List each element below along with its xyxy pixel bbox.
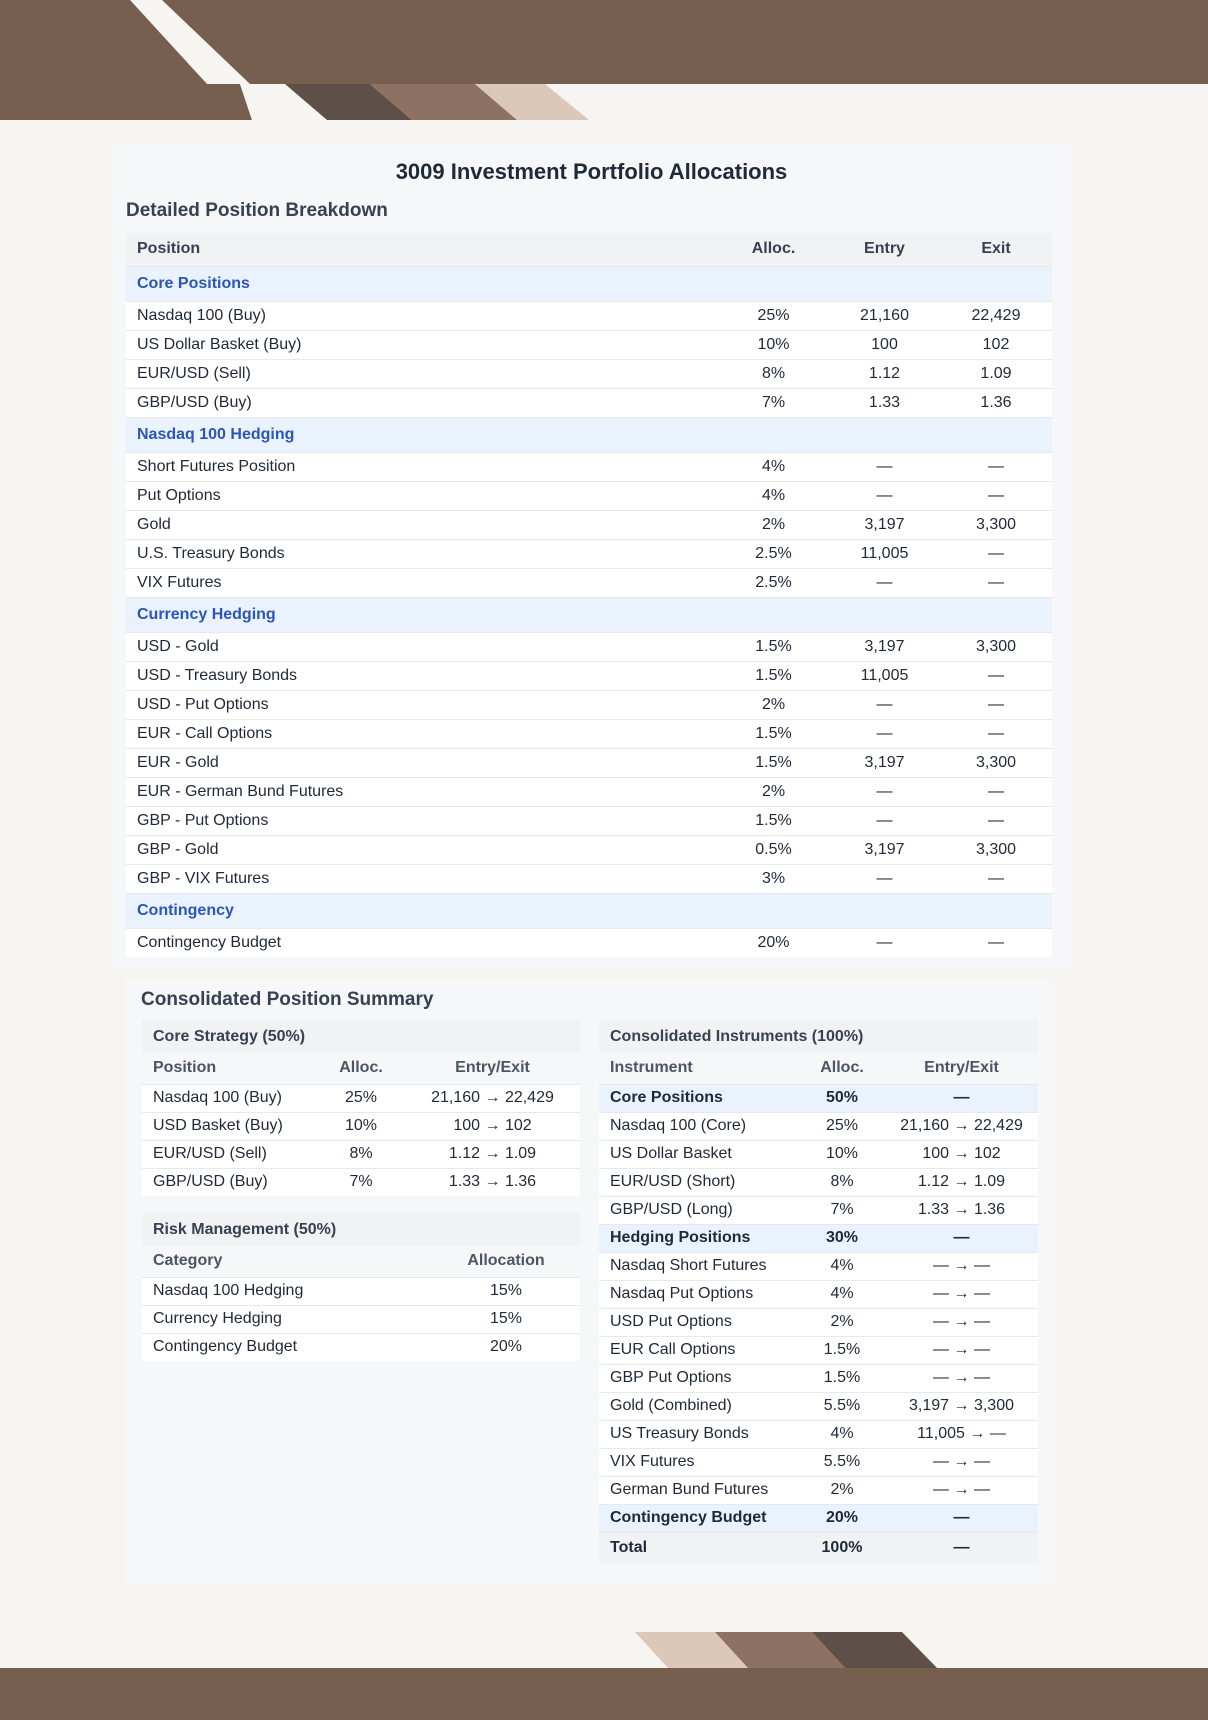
alloc-cell: 1.5%: [718, 748, 829, 777]
alloc-cell: 4%: [799, 1280, 885, 1308]
table-row: [142, 1277, 580, 1305]
entry-exit-cell: 1.12 → 1.09: [405, 1140, 580, 1168]
consolidated-instruments-table: [599, 1020, 1038, 1563]
position-cell: EUR - Call Options: [126, 719, 718, 748]
alloc-cell: 7%: [799, 1196, 885, 1224]
alloc-cell: 10%: [718, 330, 829, 359]
table-row: [599, 1280, 1038, 1308]
entry-exit-cell: 3,197 → 3,300: [885, 1392, 1038, 1420]
consolidated-summary-panel: [126, 980, 1054, 1584]
entry-exit-cell: —: [885, 1084, 1038, 1112]
entry-exit-cell: 11,005 → —: [885, 1420, 1038, 1448]
alloc-cell: 25%: [799, 1112, 885, 1140]
entry-cell: 100: [829, 330, 940, 359]
table-row: [142, 1168, 580, 1196]
table-row: [126, 388, 1052, 417]
alloc-cell: 8%: [718, 359, 829, 388]
entry-exit-cell: 1.33 → 1.36: [405, 1168, 580, 1196]
instrument-cell: Core Positions: [599, 1084, 799, 1112]
table-row: [126, 661, 1052, 690]
alloc-cell: 4%: [799, 1420, 885, 1448]
table-row: [126, 777, 1052, 806]
table-row: [599, 1112, 1038, 1140]
alloc-cell: 5.5%: [799, 1448, 885, 1476]
exit-cell: —: [940, 452, 1052, 481]
entry-exit-cell: 100 → 102: [885, 1140, 1038, 1168]
instrument-cell: Total: [599, 1532, 799, 1563]
position-cell: Nasdaq 100 (Buy): [126, 301, 718, 330]
table-row: [126, 539, 1052, 568]
table-row: [126, 301, 1052, 330]
alloc-cell: 2.5%: [718, 568, 829, 597]
core-strategy-table: [142, 1020, 580, 1196]
column-header-entry: Entry: [829, 233, 940, 266]
entry-cell: 3,197: [829, 632, 940, 661]
alloc-cell: 10%: [799, 1140, 885, 1168]
table-row: [126, 330, 1052, 359]
consolidated-summary-heading: Consolidated Position Summary: [141, 989, 434, 1010]
position-cell: USD - Gold: [126, 632, 718, 661]
column-header-exit: Exit: [940, 233, 1052, 266]
entry-cell: —: [829, 481, 940, 510]
position-cell: EUR - Gold: [126, 748, 718, 777]
position-cell: US Dollar Basket (Buy): [126, 330, 718, 359]
position-cell: EUR/USD (Sell): [126, 359, 718, 388]
position-cell: Put Options: [126, 481, 718, 510]
alloc-cell: 50%: [799, 1084, 885, 1112]
table-row: [126, 806, 1052, 835]
table-row: [599, 1168, 1038, 1196]
table-row: [126, 568, 1052, 597]
group-label: Core Positions: [126, 266, 1052, 301]
group-label: Nasdaq 100 Hedging: [126, 417, 1052, 452]
table-row: [599, 1420, 1038, 1448]
group-header-row: [126, 893, 1052, 928]
table-row: [126, 510, 1052, 539]
entry-cell: 1.12: [829, 359, 940, 388]
entry-exit-cell: — → —: [885, 1308, 1038, 1336]
table-row: [126, 748, 1052, 777]
position-cell: Gold: [126, 510, 718, 539]
entry-exit-cell: 21,160 → 22,429: [405, 1084, 580, 1112]
alloc-cell: 4%: [799, 1252, 885, 1280]
column-header-alloc: Alloc.: [718, 233, 829, 266]
entry-cell: 3,197: [829, 510, 940, 539]
table-row: [599, 1196, 1038, 1224]
entry-exit-cell: —: [885, 1532, 1038, 1563]
exit-cell: 3,300: [940, 748, 1052, 777]
entry-exit-cell: 100 → 102: [405, 1112, 580, 1140]
exit-cell: 3,300: [940, 835, 1052, 864]
allocation-cell: 15%: [432, 1305, 580, 1333]
entry-exit-cell: — → —: [885, 1476, 1038, 1504]
alloc-cell: 10%: [317, 1112, 405, 1140]
alloc-cell: 4%: [718, 481, 829, 510]
exit-cell: 1.36: [940, 388, 1052, 417]
group-label: Contingency: [126, 893, 1052, 928]
table-row: [142, 1112, 580, 1140]
exit-cell: —: [940, 690, 1052, 719]
alloc-cell: 8%: [799, 1168, 885, 1196]
alloc-cell: 1.5%: [799, 1336, 885, 1364]
group-header-row: [126, 417, 1052, 452]
position-cell: Contingency Budget: [126, 928, 718, 957]
position-cell: EUR/USD (Sell): [142, 1140, 317, 1168]
entry-exit-cell: 21,160 → 22,429: [885, 1112, 1038, 1140]
entry-exit-cell: —: [885, 1224, 1038, 1252]
alloc-cell: 25%: [317, 1084, 405, 1112]
detailed-breakdown-panel: [112, 143, 1071, 968]
alloc-cell: 25%: [718, 301, 829, 330]
instrument-cell: EUR/USD (Short): [599, 1168, 799, 1196]
exit-cell: —: [940, 864, 1052, 893]
position-cell: U.S. Treasury Bonds: [126, 539, 718, 568]
entry-exit-cell: — → —: [885, 1364, 1038, 1392]
position-cell: GBP/USD (Buy): [126, 388, 718, 417]
position-cell: Nasdaq 100 (Buy): [142, 1084, 317, 1112]
instrument-cell: Gold (Combined): [599, 1392, 799, 1420]
exit-cell: —: [940, 777, 1052, 806]
risk-management-table: [142, 1213, 580, 1361]
allocation-cell: 15%: [432, 1277, 580, 1305]
entry-cell: 11,005: [829, 661, 940, 690]
category-cell: Currency Hedging: [142, 1305, 432, 1333]
entry-cell: —: [829, 452, 940, 481]
table-row: [126, 452, 1052, 481]
entry-exit-cell: 1.33 → 1.36: [885, 1196, 1038, 1224]
entry-exit-cell: — → —: [885, 1280, 1038, 1308]
instrument-cell: US Treasury Bonds: [599, 1420, 799, 1448]
alloc-cell: 1.5%: [718, 661, 829, 690]
position-cell: USD - Put Options: [126, 690, 718, 719]
entry-exit-cell: — → —: [885, 1448, 1038, 1476]
column-header-alloc: Alloc.: [799, 1053, 885, 1084]
instrument-cell: Contingency Budget: [599, 1504, 799, 1532]
instrument-cell: Nasdaq Put Options: [599, 1280, 799, 1308]
alloc-cell: 4%: [718, 452, 829, 481]
alloc-cell: 1.5%: [799, 1364, 885, 1392]
entry-cell: 1.33: [829, 388, 940, 417]
detailed-position-table: [126, 233, 1052, 957]
alloc-cell: 7%: [317, 1168, 405, 1196]
group-header-row: [126, 597, 1052, 632]
risk-management-caption: Risk Management (50%): [142, 1213, 580, 1246]
position-cell: GBP/USD (Buy): [142, 1168, 317, 1196]
alloc-cell: 2%: [799, 1308, 885, 1336]
alloc-cell: 2.5%: [718, 539, 829, 568]
position-cell: EUR - German Bund Futures: [126, 777, 718, 806]
table-row: [599, 1336, 1038, 1364]
instrument-cell: US Dollar Basket: [599, 1140, 799, 1168]
page-title: 3009 Investment Portfolio Allocations: [395, 159, 788, 184]
position-cell: GBP - VIX Futures: [126, 864, 718, 893]
alloc-cell: 3%: [718, 864, 829, 893]
entry-exit-cell: — → —: [885, 1252, 1038, 1280]
exit-cell: —: [940, 481, 1052, 510]
exit-cell: 1.09: [940, 359, 1052, 388]
subtotal-row: [599, 1224, 1038, 1252]
entry-cell: —: [829, 806, 940, 835]
position-cell: Short Futures Position: [126, 452, 718, 481]
table-row: [126, 928, 1052, 957]
group-label: Currency Hedging: [126, 597, 1052, 632]
alloc-cell: 1.5%: [718, 632, 829, 661]
position-cell: GBP - Gold: [126, 835, 718, 864]
exit-cell: 102: [940, 330, 1052, 359]
entry-cell: 11,005: [829, 539, 940, 568]
column-header-entry-exit: Entry/Exit: [405, 1053, 580, 1084]
table-row: [126, 632, 1052, 661]
alloc-cell: 30%: [799, 1224, 885, 1252]
instrument-cell: Nasdaq Short Futures: [599, 1252, 799, 1280]
exit-cell: —: [940, 806, 1052, 835]
exit-cell: 3,300: [940, 510, 1052, 539]
exit-cell: —: [940, 928, 1052, 957]
alloc-cell: 5.5%: [799, 1392, 885, 1420]
category-cell: Nasdaq 100 Hedging: [142, 1277, 432, 1305]
entry-cell: —: [829, 928, 940, 957]
instrument-cell: EUR Call Options: [599, 1336, 799, 1364]
position-cell: GBP - Put Options: [126, 806, 718, 835]
position-cell: USD - Treasury Bonds: [126, 661, 718, 690]
entry-exit-cell: —: [885, 1504, 1038, 1532]
category-cell: Contingency Budget: [142, 1333, 432, 1361]
entry-cell: 3,197: [829, 835, 940, 864]
exit-cell: —: [940, 661, 1052, 690]
column-header-position: Position: [142, 1053, 317, 1084]
entry-cell: —: [829, 864, 940, 893]
alloc-cell: 20%: [718, 928, 829, 957]
table-row: [142, 1084, 580, 1112]
total-row: [599, 1532, 1038, 1563]
table-row: [126, 835, 1052, 864]
entry-exit-cell: — → —: [885, 1336, 1038, 1364]
instrument-cell: USD Put Options: [599, 1308, 799, 1336]
entry-cell: —: [829, 690, 940, 719]
entry-cell: —: [829, 568, 940, 597]
alloc-cell: 7%: [718, 388, 829, 417]
consolidated-instruments-caption: Consolidated Instruments (100%): [599, 1020, 1038, 1053]
entry-cell: 21,160: [829, 301, 940, 330]
instrument-cell: VIX Futures: [599, 1448, 799, 1476]
instrument-cell: GBP/USD (Long): [599, 1196, 799, 1224]
table-row: [599, 1392, 1038, 1420]
table-row: [126, 481, 1052, 510]
alloc-cell: 8%: [317, 1140, 405, 1168]
table-row: [599, 1476, 1038, 1504]
column-header-position: Position: [126, 233, 718, 266]
entry-exit-cell: 1.12 → 1.09: [885, 1168, 1038, 1196]
subtotal-row: [599, 1084, 1038, 1112]
table-row: [126, 719, 1052, 748]
position-cell: USD Basket (Buy): [142, 1112, 317, 1140]
exit-cell: —: [940, 719, 1052, 748]
alloc-cell: 100%: [799, 1532, 885, 1563]
exit-cell: —: [940, 568, 1052, 597]
instrument-cell: German Bund Futures: [599, 1476, 799, 1504]
table-row: [599, 1448, 1038, 1476]
table-row: [126, 690, 1052, 719]
column-header-entry-exit: Entry/Exit: [885, 1053, 1038, 1084]
entry-cell: —: [829, 777, 940, 806]
instrument-cell: GBP Put Options: [599, 1364, 799, 1392]
column-header-allocation: Allocation: [432, 1246, 580, 1277]
alloc-cell: 2%: [718, 690, 829, 719]
instrument-cell: Hedging Positions: [599, 1224, 799, 1252]
alloc-cell: 2%: [799, 1476, 885, 1504]
table-row: [599, 1252, 1038, 1280]
table-row: [142, 1305, 580, 1333]
alloc-cell: 20%: [799, 1504, 885, 1532]
allocation-cell: 20%: [432, 1333, 580, 1361]
exit-cell: —: [940, 539, 1052, 568]
entry-cell: 3,197: [829, 748, 940, 777]
core-strategy-caption: Core Strategy (50%): [142, 1020, 580, 1053]
table-row: [126, 864, 1052, 893]
table-row: [142, 1140, 580, 1168]
alloc-cell: 1.5%: [718, 806, 829, 835]
table-row: [599, 1308, 1038, 1336]
subtotal-row: [599, 1504, 1038, 1532]
column-header-instrument: Instrument: [599, 1053, 799, 1084]
table-row: [126, 359, 1052, 388]
table-row: [599, 1140, 1038, 1168]
instrument-cell: Nasdaq 100 (Core): [599, 1112, 799, 1140]
position-cell: VIX Futures: [126, 568, 718, 597]
exit-cell: 3,300: [940, 632, 1052, 661]
column-header-category: Category: [142, 1246, 432, 1277]
group-header-row: [126, 266, 1052, 301]
alloc-cell: 2%: [718, 777, 829, 806]
entry-cell: —: [829, 719, 940, 748]
alloc-cell: 0.5%: [718, 835, 829, 864]
table-row: [599, 1364, 1038, 1392]
column-header-alloc: Alloc.: [317, 1053, 405, 1084]
exit-cell: 22,429: [940, 301, 1052, 330]
alloc-cell: 1.5%: [718, 719, 829, 748]
alloc-cell: 2%: [718, 510, 829, 539]
detailed-breakdown-heading: Detailed Position Breakdown: [126, 200, 388, 221]
table-row: [142, 1333, 580, 1361]
